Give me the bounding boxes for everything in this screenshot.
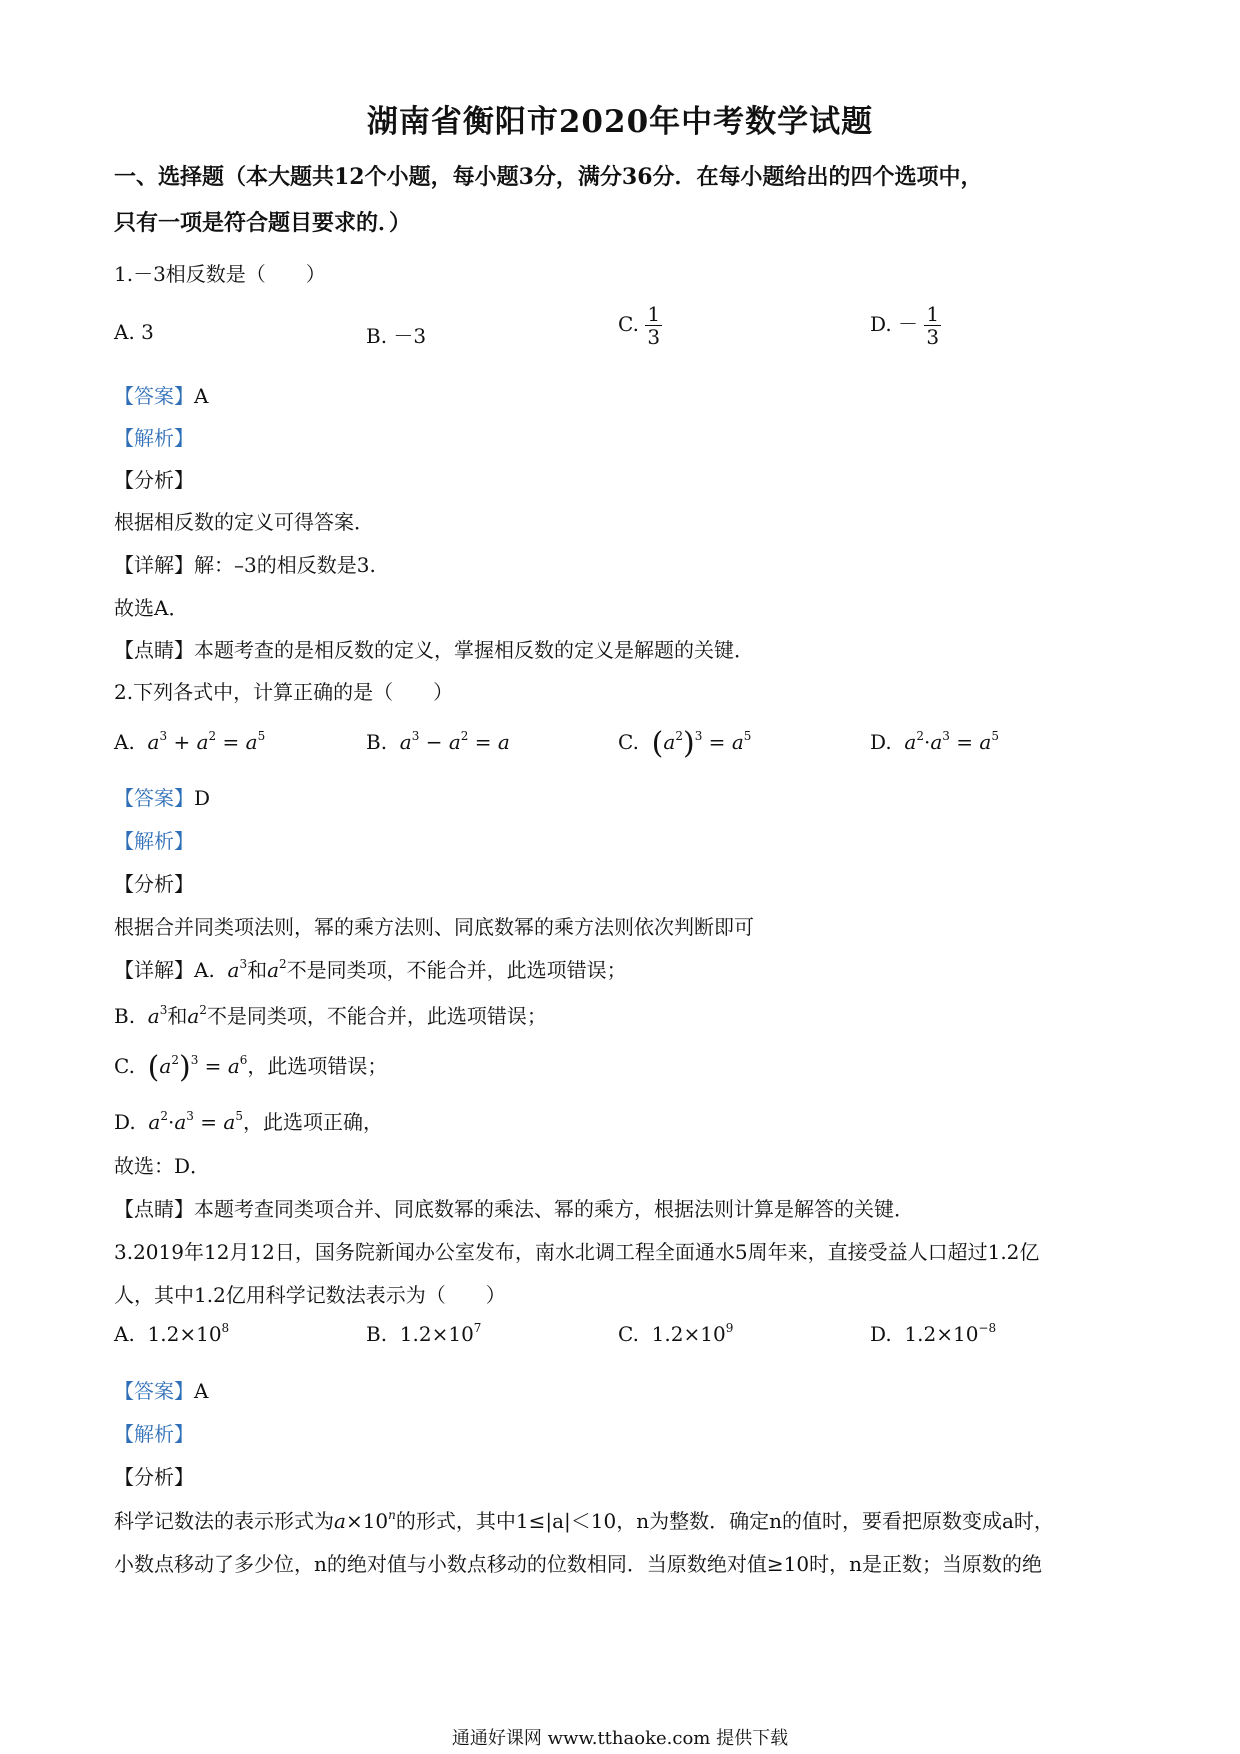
- answer-value: A: [194, 384, 209, 408]
- page-title: 湖南省衡阳市2020年中考数学试题: [366, 104, 874, 140]
- q2-jiexi-label: 【解析】: [114, 829, 194, 853]
- q1-choose: 故选A．: [114, 596, 189, 620]
- option-label: D.: [870, 1322, 892, 1346]
- answer-label: 【答案】: [114, 786, 194, 810]
- and-word: 和: [167, 1004, 188, 1028]
- detail-prefix: A.: [194, 958, 215, 982]
- q2-option-c: C. $(a^2)^3 = a^5$: [618, 726, 752, 761]
- q1-analysis: 根据相反数的定义可得答案．: [114, 510, 374, 534]
- option-label: B.: [366, 730, 388, 754]
- mantissa: 1.2×10: [651, 1322, 726, 1346]
- q3-fenxi-label: 【分析】: [114, 1465, 194, 1489]
- option-label: C.: [618, 730, 639, 754]
- q1-option-a: A. 3: [114, 320, 154, 344]
- q1-answer: [114, 380, 208, 409]
- option-label: C.: [618, 1322, 639, 1346]
- exponent: −8: [978, 1321, 997, 1335]
- comment-text: 本题考查的是相反数的定义，掌握相反数的定义是解题的关键．: [194, 638, 754, 662]
- q1-option-d-label: D. －: [870, 312, 919, 336]
- answer-value: D: [194, 786, 211, 810]
- analysis-text: 科学记数法的表示形式为: [114, 1509, 334, 1533]
- fraction: [645, 303, 662, 348]
- mantissa: 1.2×10: [147, 1322, 222, 1346]
- q2-answer: [114, 782, 210, 811]
- q1-option-c: [618, 303, 662, 348]
- q3-jiexi-label: 【解析】: [114, 1422, 194, 1446]
- q1-jiexi-label: 【解析】: [114, 426, 194, 450]
- q2-detail-a: 【详解】A. $a^3$和$a^2$不是同类项，不能合并，此选项错误；: [114, 957, 627, 982]
- q2-fenxi-label: 【分析】: [114, 872, 194, 896]
- q3-option-d: [870, 1322, 996, 1346]
- q2-option-b: B. $a^3 - a^2 = a$: [366, 729, 510, 754]
- q3-analysis-line1: 科学记数法的表示形式为$a\times 10^n$的形式，其中1≤|a|＜10，n为整数．确定n的值时，要看把原数变成a时，: [114, 1508, 1054, 1533]
- detail-label: 【详解】: [114, 958, 194, 982]
- exponent: 7: [473, 1321, 482, 1335]
- exponent: 8: [221, 1321, 230, 1335]
- q1-stem: 1.－3相反数是（ ）: [114, 262, 326, 286]
- q3-stem-line2: 人，其中1.2亿用科学记数法表示为（ ）: [114, 1283, 506, 1307]
- q2-detail-b: B. $a^3$和$a^2$不是同类项，不能合并，此选项错误；: [114, 1003, 547, 1028]
- detail-text: 解：–3的相反数是3.: [194, 553, 376, 577]
- mantissa: 1.2×10: [904, 1322, 979, 1346]
- detail-text: 不是同类项，不能合并，此选项错误；: [286, 958, 627, 982]
- option-label: A.: [114, 1322, 135, 1346]
- q1-fenxi-label: 【分析】: [114, 468, 194, 492]
- q3-option-a: [114, 1322, 229, 1346]
- comment-label: 【点睛】: [114, 638, 194, 662]
- q3-answer: [114, 1375, 208, 1404]
- q1-option-d: [870, 303, 941, 348]
- detail-prefix: D.: [114, 1110, 136, 1134]
- detail-text: ，此选项错误；: [247, 1054, 388, 1078]
- detail-label: 【详解】: [114, 553, 194, 577]
- q2-stem: 2.下列各式中，计算正确的是（ ）: [114, 680, 454, 704]
- q2-choose: 故选：D．: [114, 1154, 211, 1178]
- answer-label: 【答案】: [114, 1379, 194, 1403]
- detail-prefix: B.: [114, 1004, 136, 1028]
- q2-detail-d: D. $a^2\cdot a^3 = a^5$，此选项正确，: [114, 1109, 383, 1134]
- q2-detail-c: C. $(a^2)^3 = a^6$，此选项错误；: [114, 1050, 388, 1085]
- analysis-text: 的形式，其中1≤|a|＜10，n为整数．确定n的值时，要看把原数变成a时，: [395, 1509, 1054, 1533]
- exponent: 9: [725, 1321, 734, 1335]
- q2-option-a: A. $a^3 + a^2 = a^5$: [114, 729, 266, 754]
- fraction: [924, 303, 941, 348]
- detail-text: 不是同类项，不能合并，此选项错误；: [206, 1004, 547, 1028]
- q1-option-c-label: C.: [618, 312, 639, 336]
- fraction-numerator: 1: [647, 302, 661, 326]
- answer-label: 【答案】: [114, 384, 194, 408]
- q3-option-b: [366, 1322, 481, 1346]
- fraction-denominator: 3: [647, 325, 661, 349]
- section-heading-line1: 一、选择题（本大题共12个小题，每小题3分，满分36分．在每小题给出的四个选项中，: [114, 164, 983, 190]
- and-word: 和: [247, 958, 268, 982]
- q3-stem-line1: 3.2019年12月12日，国务院新闻办公室发布，南水北调工程全面通水5周年来，直接受益人口超过1.2亿: [114, 1240, 1040, 1264]
- section-heading: [114, 154, 1134, 246]
- fraction-denominator: 3: [926, 325, 940, 349]
- section-heading-line2: 只有一项是符合题目要求的．）: [114, 210, 412, 236]
- fraction-numerator: 1: [926, 302, 940, 326]
- q2-option-d: D. $a^2\cdot a^3 = a^5$: [870, 729, 999, 754]
- detail-prefix: C.: [114, 1054, 135, 1078]
- q1-comment: [114, 634, 754, 663]
- comment-label: 【点睛】: [114, 1197, 194, 1221]
- detail-text: ，此选项正确，: [242, 1110, 383, 1134]
- q3-option-c: [618, 1322, 733, 1346]
- option-label: D.: [870, 730, 892, 754]
- option-label: A.: [114, 730, 135, 754]
- q3-analysis-line2: 小数点移动了多少位，n的绝对值与小数点移动的位数相同．当原数绝对值≥10时，n是正数；当原数的绝: [114, 1552, 1042, 1576]
- q2-analysis: 根据合并同类项法则，幂的乘方法则、同底数幂的乘方法则依次判断即可: [114, 915, 754, 939]
- q1-detail: [114, 549, 376, 578]
- page-footer: 通通好课网 www.tthaoke.com 提供下载: [451, 1728, 789, 1749]
- option-label: B.: [366, 1322, 388, 1346]
- answer-value: A: [194, 1379, 209, 1403]
- comment-text: 本题考查同类项合并、同底数幂的乘法、幂的乘方，根据法则计算是解答的关键．: [194, 1197, 914, 1221]
- mantissa: 1.2×10: [399, 1322, 474, 1346]
- q1-option-b: B. －3: [366, 324, 427, 348]
- q2-comment: [114, 1193, 914, 1222]
